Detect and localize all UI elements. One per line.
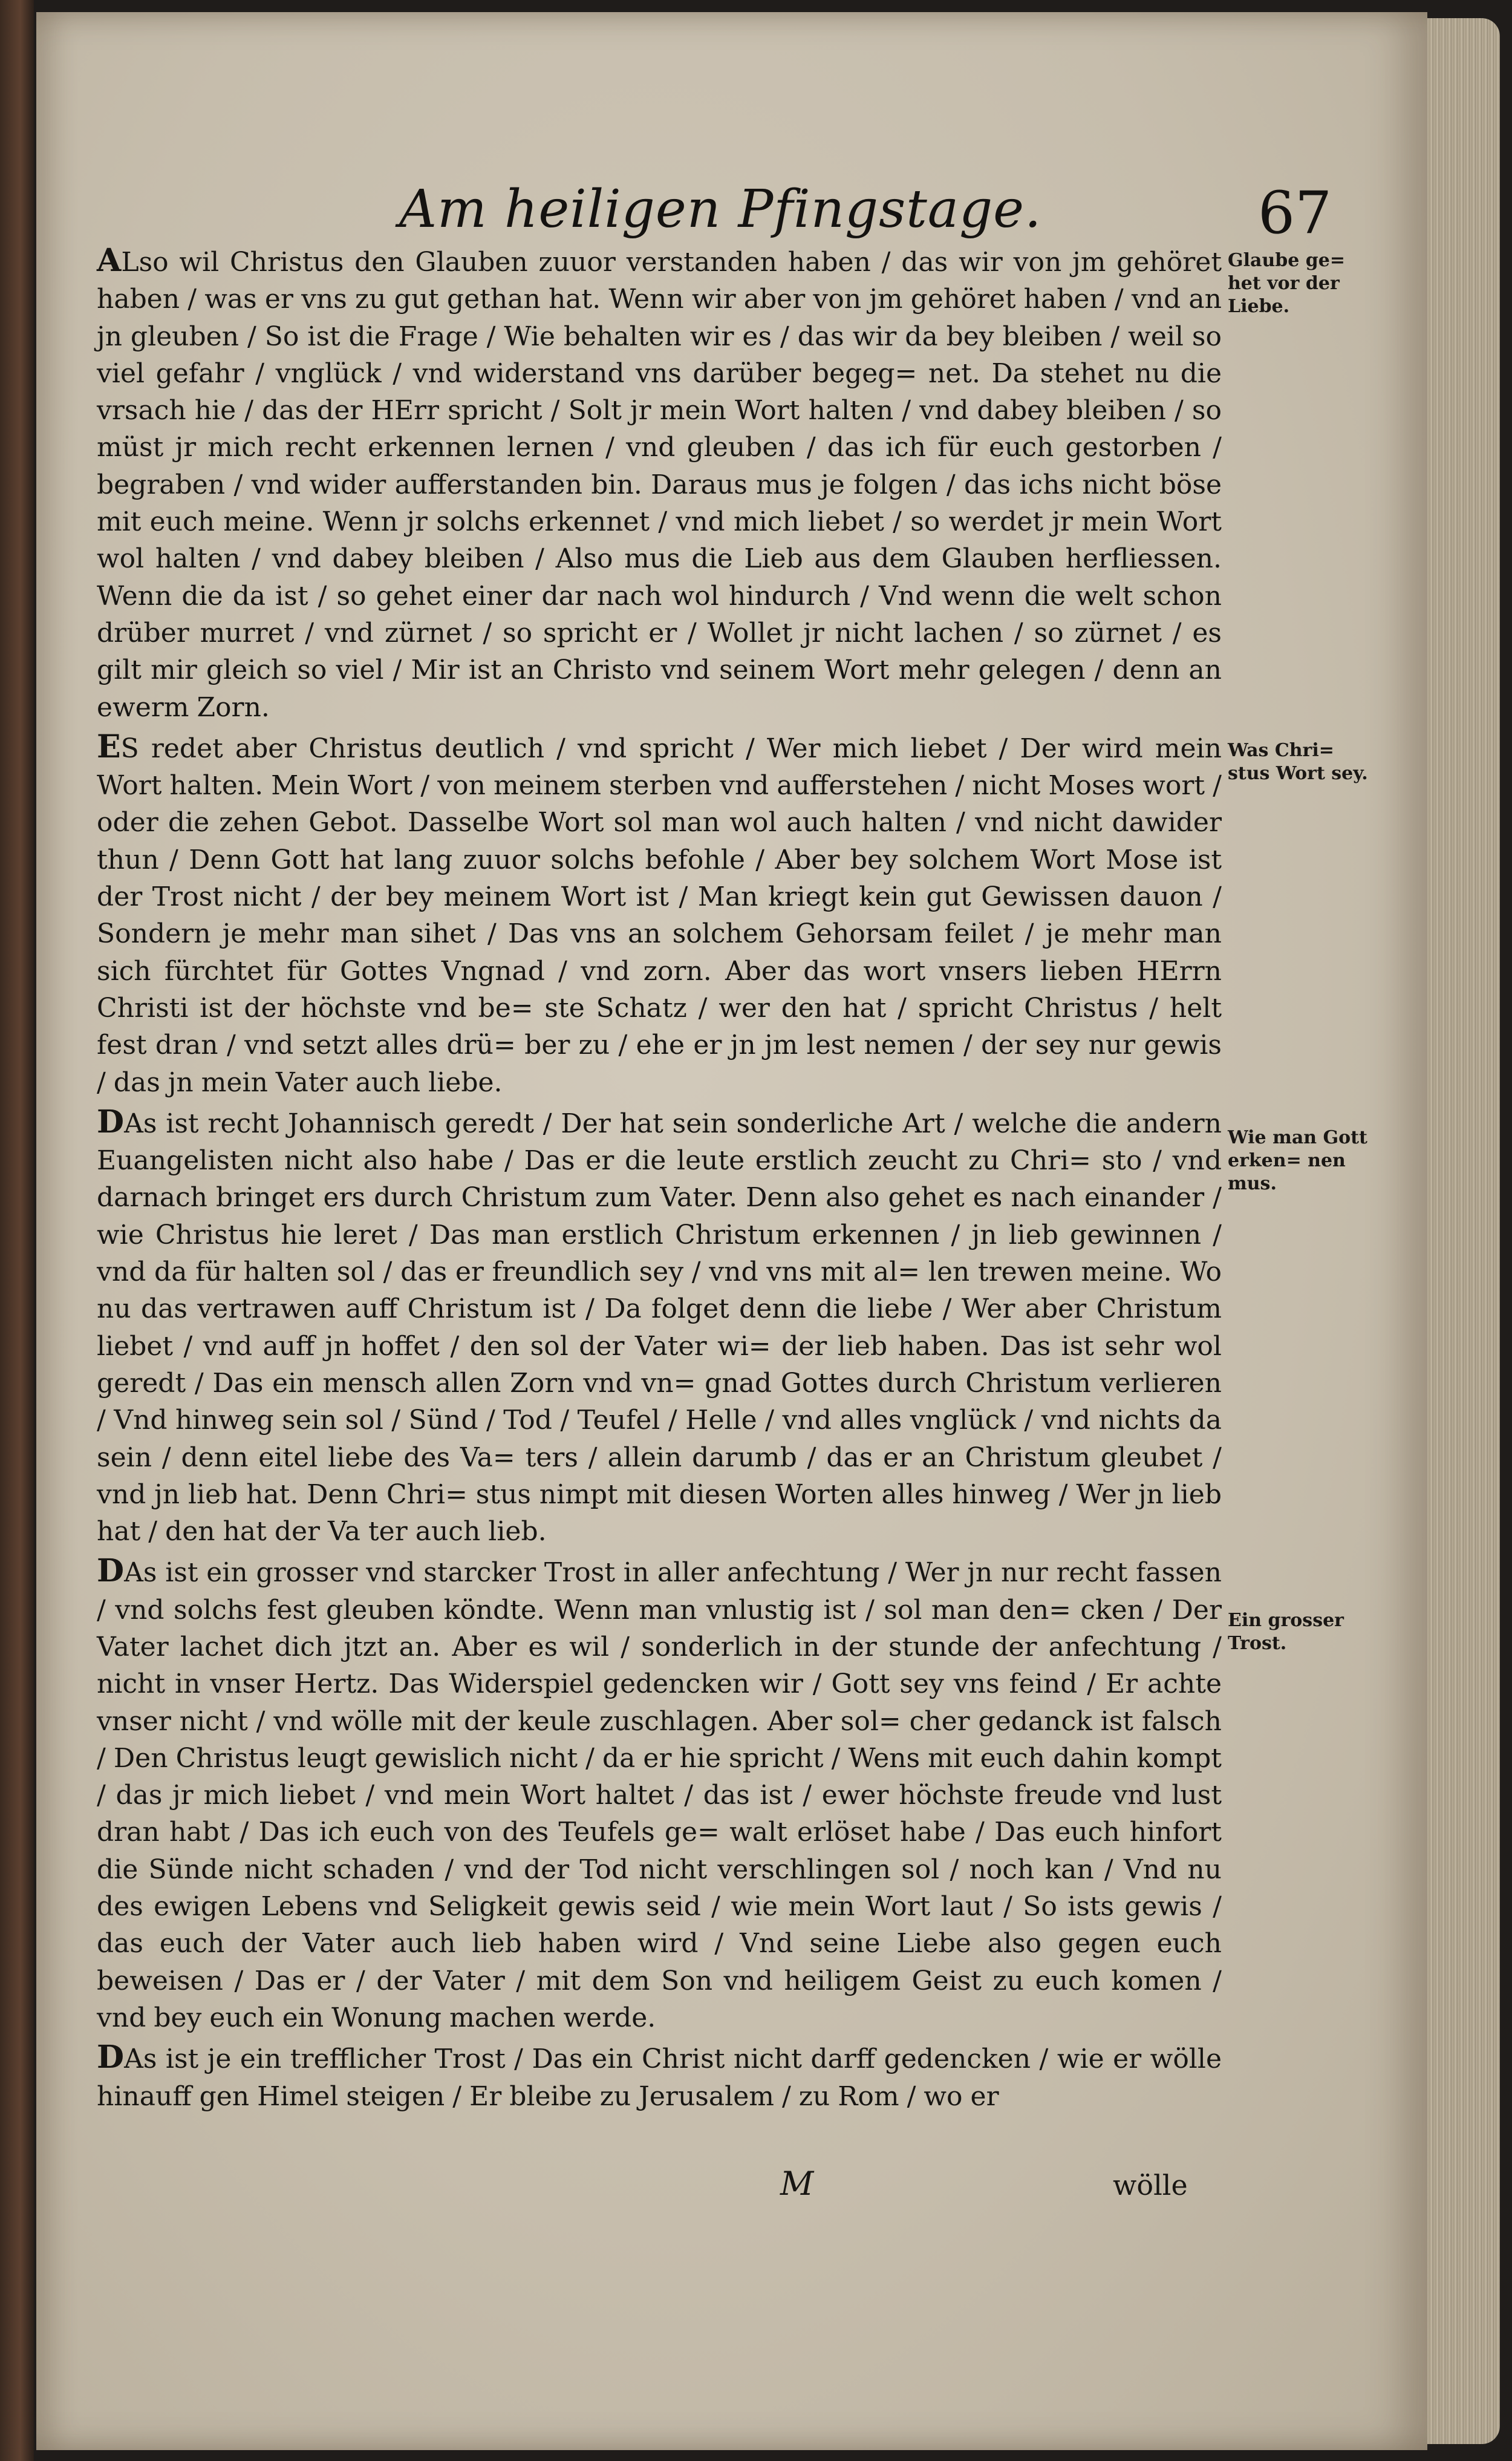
running-head: Am heiligen Pfingstage. [399,179,1042,240]
paragraph: ES redet aber Christus deutlich / vnd spricht / Wer mich liebet / Der wird mein Wort halten. Mein Wort / von meinem sterben vnd aufferstehen / nicht Moses wort / oder die zehen Gebot. Dasselbe Wort sol man wol auch halten / vnd nicht dawider thun / Denn Gott hat lang zuuor solchs befohle / Aber bey solchem Wort Mose ist der Trost nicht / der bey meinem Wort ist / Man kriegt kein gut Gewissen dauon / Sondern je mehr man sihet / Das vns an solchem Gehorsam feilet / je mehr man sich fürchtet für Gottes Vngnad / vnd zorn. Aber das wort vnsers lieben HErrn Christi ist der höchste vnd be= ste Schatz / wer den hat / spricht Christus / helt fest dran / vnd setzt alles drü= ber zu / ehe er jn jm lest nemen / der sey nur gewis / das jn mein Vater auch liebe. [97,728,1222,1098]
marginal-note: Was Chri= stus Wort sey. [1228,740,1368,784]
book-spine-edge [0,0,34,2461]
main-text-block [97,242,1222,2117]
paragraph: DAs ist ein grosser vnd starcker Trost in aller anfechtung / Wer jn nur recht fassen / vnd solchs fest gleuben köndte. Wenn man vnlustig ist / sol man den= cken / Der Vater lachet dich jtzt an. Aber es wil / sonderlich in der stunde der anfechtung / nicht in vnser Hertz. Das Widerspiel gedencken wir / Gott sey vns feind / Er achte vnser nicht / vnd wölle mit der keule zuschlagen. Aber sol= cher gedanck ist falsch / Den Christus leugt gewislich nicht / da er hie spricht / Wens mit euch dahin kompt / das jr mich liebet / vnd mein Wort haltet / das ist / ewer höchste freude vnd lust dran habt / Das ich euch von des Teufels ge= walt erlöset habe / Das euch hinfort die Sünde nicht schaden / vnd der Tod nicht verschlingen sol / noch kan / Vnd nu des ewigen Lebens vnd Seligkeit gewis seid / wie mein Wort laut / So ists gewis / das euch der Vater auch lieb haben wird / Vnd seine Liebe also gegen euch beweisen / Das er / der Vater / mit dem Son vnd heiligem Geist zu euch komen / vnd bey euch ein Wonung machen werde. [97,1552,1222,2033]
signature-mark: M [780,2165,814,2203]
paragraph: DAs ist je ein trefflicher Trost / Das ein Christ nicht darff gedencken / wie er wölle hinauff gen Himel steigen / Er bleibe zu Jerusalem / zu Rom / wo er [97,2039,1222,2112]
marginal-note: Ein grosser Trost. [1228,1610,1344,1654]
catchword: wölle [1113,2169,1188,2201]
paragraph: ALso wil Christus den Glauben zuuor verstanden haben / das wir von jm gehöret haben / was er vns zu gut gethan hat. Wenn wir aber von jm gehöret haben / vnd an jn gleuben / So ist die Frage / Wie behalten wir es / das wir da bey bleiben / weil so viel gefahr / vnglück / vnd widerstand vns darüber begeg= net. Da stehet nu die vrsach hie / das der HErr spricht / Solt jr mein Wort halten / vnd dabey bleiben / so müst jr mich recht erkennen lernen / vnd gleuben / das ich für euch gestorben / begraben / vnd wider aufferstanden bin. Daraus mus je folgen / das ichs nicht böse mit euch meine. Wenn jr solchs erkennet / vnd mich liebet / so werdet jr mein Wort wol halten / vnd dabey bleiben / Also mus die Lieb aus dem Glauben herfliessen. Wenn die da ist / so gehet einer dar nach wol hindurch / Vnd wenn die welt schon drüber murret / vnd zürnet / so spricht er / Wollet jr nicht lachen / so zürnet / es gilt mir gleich so viel / Mir ist an Christo vnd seinem Wort mehr gelegen / denn an ewerm Zorn. [97,242,1222,723]
page-header [48,179,1361,246]
marginal-note: Glaube ge= het vor der Liebe. [1228,250,1345,317]
marginal-note: Wie man Gott erken= nen mus. [1228,1127,1367,1194]
page-stack-edge [1427,18,1500,2444]
page-number: 67 [1258,179,1332,247]
paragraph: DAs ist recht Johannisch geredt / Der hat sein sonderliche Art / welche die andern Euangelisten nicht also habe / Das er die leute erstlich zeucht zu Chri= sto / vnd darnach bringet ers durch Christum zum Vater. Denn also gehet es nach einander / wie Christus hie leret / Das man erstlich Christum erkennen / jn lieb gewinnen / vnd da für halten sol / das er freundlich sey / vnd vns mit al= len trewen meine. Wo nu das vertrawen auff Christum ist / Da folget denn die liebe / Wer aber Christum liebet / vnd auff jn hoffet / den sol der Vater wi= der lieb haben. Das ist sehr wol geredt / Das ein mensch allen Zorn vnd vn= gnad Gottes durch Christum verlieren / Vnd hinweg sein sol / Sünd / Tod / Teufel / Helle / vnd alles vnglück / vnd nichts da sein / denn eitel liebe des Va= ters / allein darumb / das er an Christum gleubet / vnd jn lieb hat. Denn Chri= stus nimpt mit diesen Worten alles hinweg / Wer jn lieb hat / den hat der Va ter auch lieb. [97,1103,1222,1548]
